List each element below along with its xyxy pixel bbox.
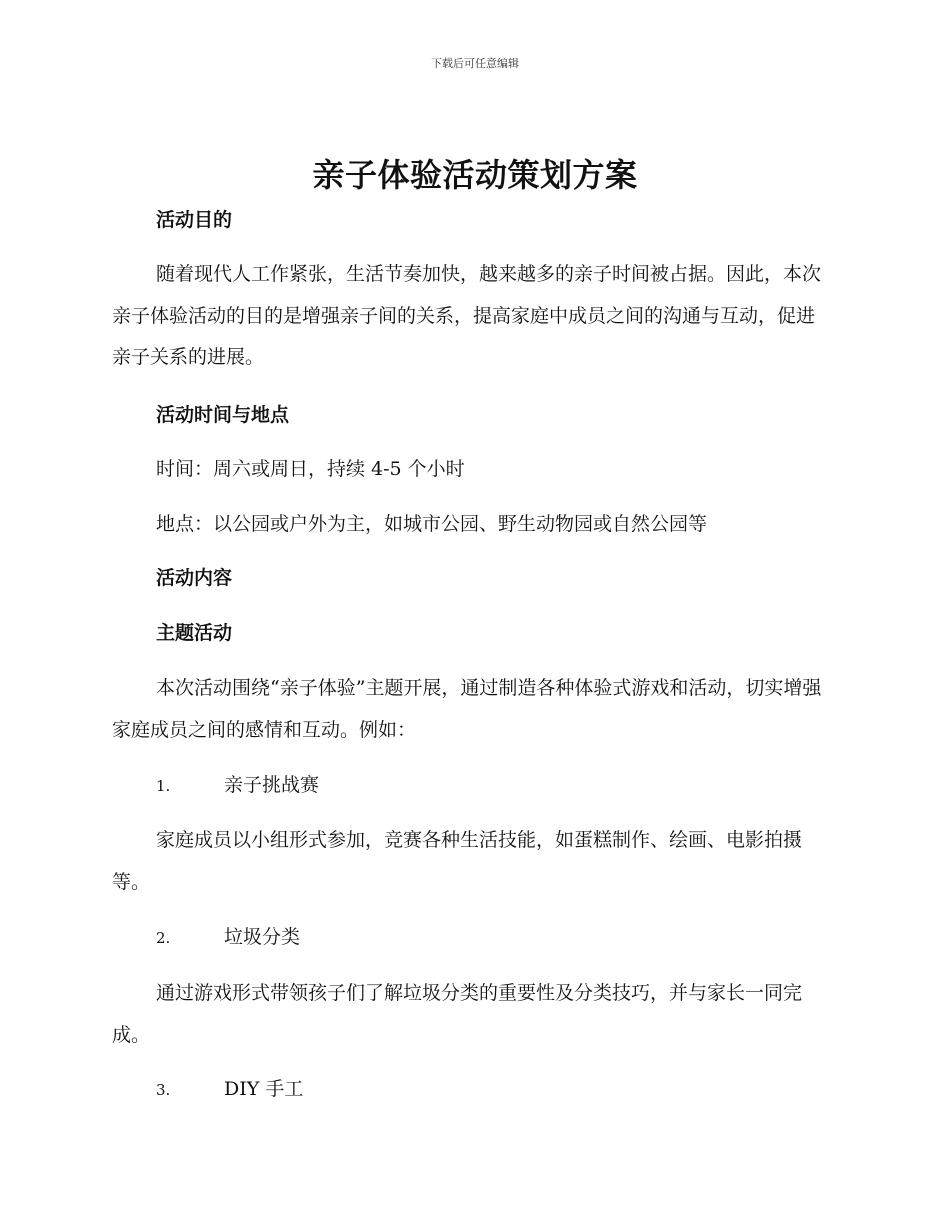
time-line-block xyxy=(112,456,832,482)
time-line: 时间：周六或周日，持续 4-5 个小时 xyxy=(156,458,465,480)
list-item-2 xyxy=(112,924,832,951)
list-item-3 xyxy=(112,1076,832,1103)
theme-paragraph-block xyxy=(112,668,832,751)
list-label: DIY 手工 xyxy=(224,1078,304,1100)
place-line: 地点：以公园或户外为主，如城市公园、野生动物园或自然公园等 xyxy=(156,513,708,535)
theme-paragraph: 本次活动围绕“亲子体验”主题开展，通过制造各种体验式游戏和活动，切实增强家庭成员之间的感情和互动。例如： xyxy=(112,677,822,741)
section-heading-time-place xyxy=(112,402,832,428)
list-item-description: 通过游戏形式带领孩子们了解垃圾分类的重要性及分类技巧，并与家长一同完成。 xyxy=(112,982,803,1046)
list-number: 3. xyxy=(156,1081,171,1099)
time-place-heading: 活动时间与地点 xyxy=(156,404,290,426)
list-label: 亲子挑战赛 xyxy=(224,774,320,796)
theme-heading: 主题活动 xyxy=(156,622,233,644)
list-number: 2. xyxy=(156,929,171,947)
section-heading-theme xyxy=(112,620,832,646)
document-title: 亲子体验活动策划方案 xyxy=(312,156,638,194)
list-item-1 xyxy=(112,772,832,799)
purpose-paragraph: 随着现代人工作紧张，生活节奏加快，越来越多的亲子时间被占据。因此，本次亲子体验活动的目的是增强亲子间的关系，提高家庭中成员之间的沟通与互动，促进亲子关系的进展。 xyxy=(112,263,822,368)
purpose-heading: 活动目的 xyxy=(156,209,233,231)
item-2-desc-block xyxy=(112,973,832,1056)
item-1-desc-block xyxy=(112,820,832,903)
header-note: 下载后可任意编辑 xyxy=(431,57,519,70)
list-item-description: 家庭成员以小组形式参加，竞赛各种生活技能，如蛋糕制作、绘画、电影拍摄等。 xyxy=(112,829,803,893)
content-heading: 活动内容 xyxy=(156,567,233,589)
purpose-paragraph-block xyxy=(112,254,832,379)
place-line-block xyxy=(112,511,832,537)
section-heading-purpose xyxy=(112,207,832,233)
list-number: 1. xyxy=(156,777,171,795)
list-label: 垃圾分类 xyxy=(224,926,301,948)
section-heading-content xyxy=(112,565,832,591)
